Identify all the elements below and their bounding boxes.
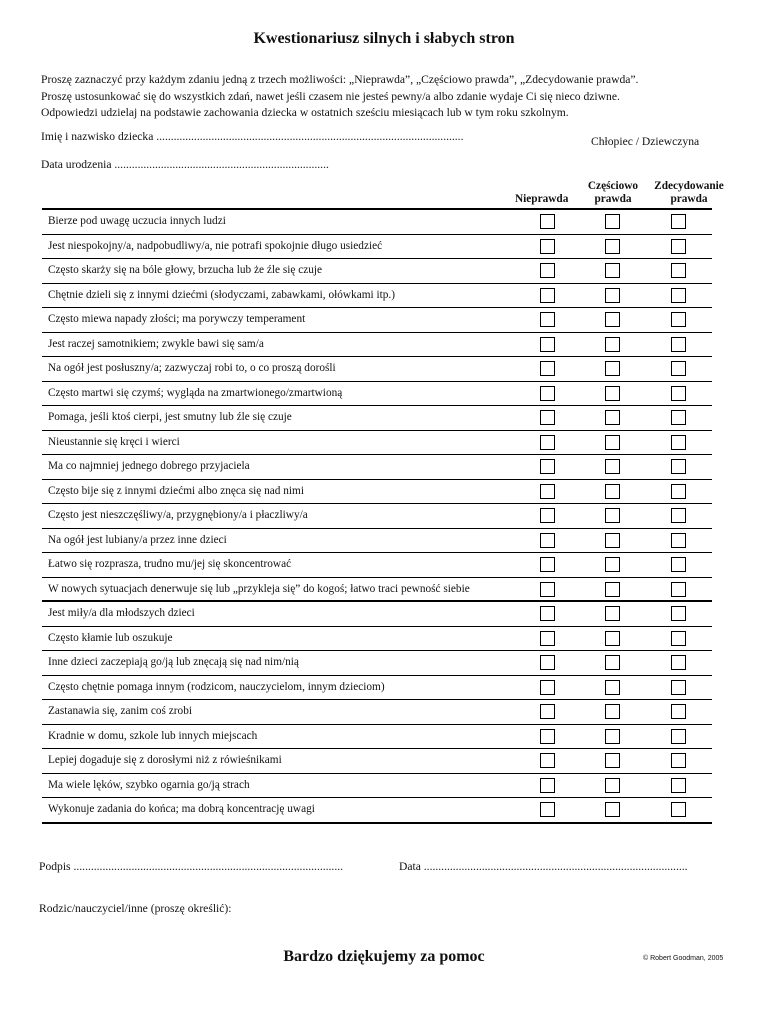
statement-text: Wykonuje zadania do końca; ma dobrą koncentrację uwagi bbox=[48, 803, 315, 815]
somewhat-true-checkbox[interactable] bbox=[605, 606, 620, 621]
not-true-checkbox[interactable] bbox=[540, 631, 555, 646]
somewhat-true-checkbox[interactable] bbox=[605, 582, 620, 597]
somewhat-true-checkbox[interactable] bbox=[605, 753, 620, 768]
not-true-checkbox[interactable] bbox=[540, 680, 555, 695]
column-header-line: prawda bbox=[670, 192, 708, 205]
column-header-line: prawda bbox=[594, 192, 632, 205]
somewhat-true-checkbox[interactable] bbox=[605, 508, 620, 523]
not-true-checkbox[interactable] bbox=[540, 435, 555, 450]
certainly-true-checkbox[interactable] bbox=[671, 655, 686, 670]
respondent-field[interactable]: Rodzic/nauczyciel/inne (proszę określić): bbox=[39, 902, 232, 915]
copyright: © Robert Goodman, 2005 bbox=[643, 955, 724, 962]
somewhat-true-checkbox[interactable] bbox=[605, 386, 620, 401]
statement-text: Kradnie w domu, szkole lub innych miejscach bbox=[48, 729, 258, 742]
certainly-true-checkbox[interactable] bbox=[671, 312, 686, 327]
not-true-checkbox[interactable] bbox=[540, 557, 555, 572]
certainly-true-checkbox[interactable] bbox=[671, 435, 686, 450]
page-title: Kwestionariusz silnych i słabych stron bbox=[253, 30, 515, 47]
statement-text: Zastanawia się, zanim coś zrobi bbox=[48, 705, 192, 717]
somewhat-true-checkbox[interactable] bbox=[605, 557, 620, 572]
certainly-true-checkbox[interactable] bbox=[671, 778, 686, 793]
table-row bbox=[42, 504, 712, 529]
table-row bbox=[42, 749, 712, 774]
certainly-true-checkbox[interactable] bbox=[671, 484, 686, 499]
somewhat-true-checkbox[interactable] bbox=[605, 435, 620, 450]
instruction-line: Proszę zaznaczyć przy każdym zdaniu jedną z trzech możliwości: „Nieprawda”, „Częściowo prawda”, „Zdecydowanie prawda”. bbox=[41, 73, 639, 86]
statement-text: Łatwo się rozprasza, trudno mu/jej się skoncentrować bbox=[48, 558, 292, 570]
certainly-true-checkbox[interactable] bbox=[671, 214, 686, 229]
certainly-true-checkbox[interactable] bbox=[671, 288, 686, 303]
statement-text: Nieustannie się kręci i wierci bbox=[48, 435, 180, 448]
thanks-text: Bardzo dziękujemy za pomoc bbox=[283, 948, 485, 965]
table-row bbox=[42, 210, 712, 235]
statement-text: Często jest nieszczęśliwy/a, przygnębiony/a i płaczliwy/a bbox=[48, 509, 308, 521]
statement-text: Pomaga, jeśli ktoś cierpi, jest smutny lub źle się czuje bbox=[48, 411, 292, 423]
table-row bbox=[42, 725, 712, 750]
somewhat-true-checkbox[interactable] bbox=[605, 778, 620, 793]
not-true-checkbox[interactable] bbox=[540, 778, 555, 793]
statement-text: Na ogół jest posłuszny/a; zazwyczaj robi to, o co proszą dorośli bbox=[48, 362, 336, 374]
statement-text: Często kłamie lub oszukuje bbox=[48, 631, 173, 644]
certainly-true-checkbox[interactable] bbox=[671, 753, 686, 768]
certainly-true-checkbox[interactable] bbox=[671, 557, 686, 572]
table-row bbox=[42, 700, 712, 725]
table-row bbox=[42, 529, 712, 554]
table-row bbox=[42, 553, 712, 578]
not-true-checkbox[interactable] bbox=[540, 729, 555, 744]
table-row bbox=[42, 774, 712, 799]
statement-text: Chętnie dzieli się z innymi dziećmi (słodyczami, zabawkami, ołówkami itp.) bbox=[48, 288, 395, 301]
certainly-true-checkbox[interactable] bbox=[671, 410, 686, 425]
table-row bbox=[42, 235, 712, 260]
not-true-checkbox[interactable] bbox=[540, 704, 555, 719]
somewhat-true-checkbox[interactable] bbox=[605, 459, 620, 474]
table-row bbox=[42, 284, 712, 309]
not-true-checkbox[interactable] bbox=[540, 263, 555, 278]
somewhat-true-checkbox[interactable] bbox=[605, 484, 620, 499]
somewhat-true-checkbox[interactable] bbox=[605, 631, 620, 646]
statement-text: Lepiej dogaduje się z dorosłymi niż z rówieśnikami bbox=[48, 754, 282, 766]
somewhat-true-checkbox[interactable] bbox=[605, 655, 620, 670]
table-row bbox=[42, 333, 712, 358]
somewhat-true-checkbox[interactable] bbox=[605, 239, 620, 254]
table-row bbox=[42, 455, 712, 480]
certainly-true-checkbox[interactable] bbox=[671, 582, 686, 597]
statement-text: Często martwi się czymś; wygląda na zmartwionego/zmartwioną bbox=[48, 386, 343, 399]
statement-text: Jest miły/a dla młodszych dzieci bbox=[48, 607, 195, 619]
not-true-checkbox[interactable] bbox=[540, 508, 555, 523]
instruction-line: Odpowiedzi udzielaj na podstawie zachowania dziecka w ostatnich sześciu miesiącach lub w tym roku szkolnym. bbox=[41, 106, 569, 119]
column-header-certainly-true bbox=[646, 180, 732, 205]
table-row bbox=[42, 259, 712, 284]
not-true-checkbox[interactable] bbox=[540, 361, 555, 376]
signature-field[interactable]: Podpis ............................................................................................. bbox=[39, 860, 344, 873]
column-header-not-true: Nieprawda bbox=[515, 193, 569, 205]
somewhat-true-checkbox[interactable] bbox=[605, 802, 620, 817]
certainly-true-checkbox[interactable] bbox=[671, 459, 686, 474]
instruction-line: Proszę ustosunkować się do wszystkich zdań, nawet jeśli czasem nie jesteś pewny/a albo zdanie wydaje Ci się nieco dziwne. bbox=[41, 89, 620, 103]
statement-text: W nowych sytuacjach denerwuje się lub „przykleja się” do kogoś; łatwo traci pewność siebie bbox=[48, 582, 470, 595]
somewhat-true-checkbox[interactable] bbox=[605, 680, 620, 695]
not-true-checkbox[interactable] bbox=[540, 533, 555, 548]
certainly-true-checkbox[interactable] bbox=[671, 606, 686, 621]
somewhat-true-checkbox[interactable] bbox=[605, 288, 620, 303]
certainly-true-checkbox[interactable] bbox=[671, 802, 686, 817]
certainly-true-checkbox[interactable] bbox=[671, 263, 686, 278]
table-row bbox=[42, 382, 712, 407]
certainly-true-checkbox[interactable] bbox=[671, 533, 686, 548]
certainly-true-checkbox[interactable] bbox=[671, 704, 686, 719]
statement-text: Często skarży się na bóle głowy, brzucha lub że źle się czuje bbox=[48, 264, 323, 276]
column-header-line: Zdecydowanie bbox=[654, 180, 724, 192]
not-true-checkbox[interactable] bbox=[540, 337, 555, 352]
somewhat-true-checkbox[interactable] bbox=[605, 361, 620, 376]
somewhat-true-checkbox[interactable] bbox=[605, 533, 620, 548]
not-true-checkbox[interactable] bbox=[540, 288, 555, 303]
not-true-checkbox[interactable] bbox=[540, 655, 555, 670]
not-true-checkbox[interactable] bbox=[540, 312, 555, 327]
table-row bbox=[42, 602, 712, 627]
table-row bbox=[42, 798, 712, 823]
statement-text: Bierze pod uwagę uczucia innych ludzi bbox=[48, 215, 226, 227]
statement-text: Jest raczej samotnikiem; zwykle bawi się sam/a bbox=[48, 337, 264, 350]
not-true-checkbox[interactable] bbox=[540, 410, 555, 425]
statement-text: Jest niespokojny/a, nadpobudliwy/a, nie potrafi spokojnie długo usiedzieć bbox=[48, 239, 383, 252]
table-bottom-rule bbox=[42, 822, 712, 824]
not-true-checkbox[interactable] bbox=[540, 386, 555, 401]
statement-text: Ma co najmniej jednego dobrego przyjaciela bbox=[48, 460, 250, 472]
child-name-field[interactable]: Imię i nazwisko dziecka .......................................................................................................... bbox=[41, 130, 464, 143]
not-true-checkbox[interactable] bbox=[540, 753, 555, 768]
statement-text: Często bije się z innymi dziećmi albo znęca się nad nimi bbox=[48, 484, 304, 497]
statement-text: Inne dzieci zaczepiają go/ją lub znęcają się nad nim/nią bbox=[48, 656, 299, 668]
column-header-somewhat-true bbox=[582, 180, 644, 205]
table-row bbox=[42, 357, 712, 382]
table-row bbox=[42, 578, 712, 603]
table-row bbox=[42, 480, 712, 505]
not-true-checkbox[interactable] bbox=[540, 606, 555, 621]
certainly-true-checkbox[interactable] bbox=[671, 680, 686, 695]
table-row bbox=[42, 627, 712, 652]
not-true-checkbox[interactable] bbox=[540, 214, 555, 229]
somewhat-true-checkbox[interactable] bbox=[605, 410, 620, 425]
somewhat-true-checkbox[interactable] bbox=[605, 263, 620, 278]
statement-text: Na ogół jest lubiany/a przez inne dzieci bbox=[48, 533, 227, 546]
somewhat-true-checkbox[interactable] bbox=[605, 704, 620, 719]
birth-date-field[interactable]: Data urodzenia .......................................................................... bbox=[41, 158, 329, 171]
statement-text: Ma wiele lęków, szybko ogarnia go/ją strach bbox=[48, 778, 250, 791]
column-header-line: Częściowo bbox=[587, 180, 639, 192]
date-field[interactable]: Data ........................................................................................... bbox=[399, 860, 688, 873]
instructions bbox=[41, 72, 731, 122]
certainly-true-checkbox[interactable] bbox=[671, 337, 686, 352]
certainly-true-checkbox[interactable] bbox=[671, 508, 686, 523]
not-true-checkbox[interactable] bbox=[540, 802, 555, 817]
statement-text: Często chętnie pomaga innym (rodzicom, nauczycielom, innym dzieciom) bbox=[48, 680, 385, 693]
certainly-true-checkbox[interactable] bbox=[671, 631, 686, 646]
not-true-checkbox[interactable] bbox=[540, 484, 555, 499]
gender-field[interactable]: Chłopiec / Dziewczyna bbox=[591, 135, 700, 148]
not-true-checkbox[interactable] bbox=[540, 239, 555, 254]
somewhat-true-checkbox[interactable] bbox=[605, 337, 620, 352]
somewhat-true-checkbox[interactable] bbox=[605, 214, 620, 229]
certainly-true-checkbox[interactable] bbox=[671, 361, 686, 376]
table-row bbox=[42, 308, 712, 333]
somewhat-true-checkbox[interactable] bbox=[605, 729, 620, 744]
table-row bbox=[42, 651, 712, 676]
table-row bbox=[42, 676, 712, 701]
table-row bbox=[42, 431, 712, 456]
table-row bbox=[42, 406, 712, 431]
certainly-true-checkbox[interactable] bbox=[671, 729, 686, 744]
somewhat-true-checkbox[interactable] bbox=[605, 312, 620, 327]
not-true-checkbox[interactable] bbox=[540, 459, 555, 474]
not-true-checkbox[interactable] bbox=[540, 582, 555, 597]
certainly-true-checkbox[interactable] bbox=[671, 239, 686, 254]
certainly-true-checkbox[interactable] bbox=[671, 386, 686, 401]
statement-text: Często miewa napady złości; ma porywczy temperament bbox=[48, 313, 306, 325]
